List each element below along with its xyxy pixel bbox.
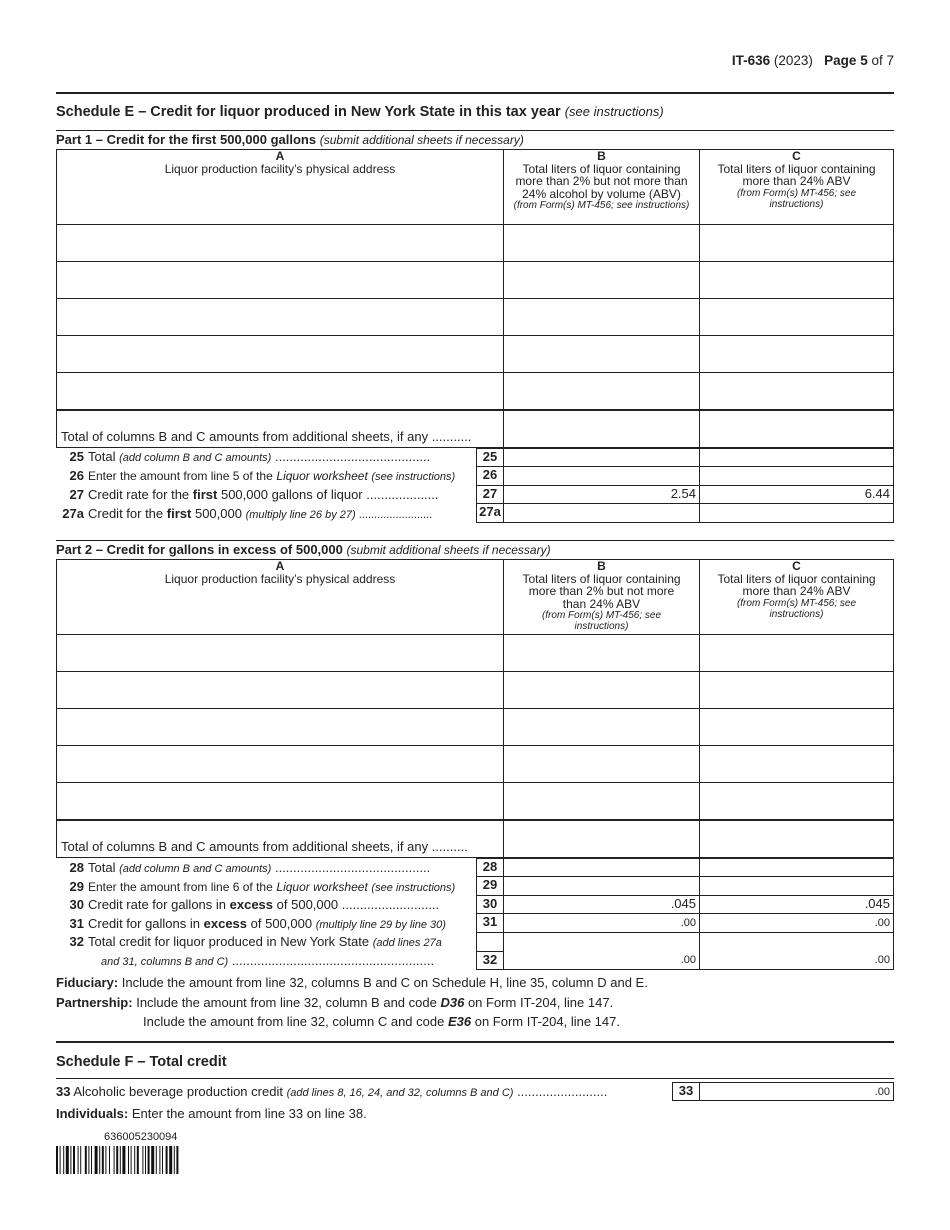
line-27: 27 Credit rate for the first 500,000 gallons of liquor .................... [69,487,439,502]
part2-row-4-colC-input[interactable] [699,745,894,783]
line-32-colB-input[interactable]: .00 [503,932,700,970]
part2-colB-header: B Total liters of liquor containing more than 2% but not more than 24% ABV (from Form(s) MT-456; see instructions) [503,559,700,635]
line-30-colC-value: .045 [699,895,894,914]
line-29-colB-input[interactable] [503,876,700,896]
part1-row-2-colC-input[interactable] [699,261,894,299]
divider [56,1041,894,1043]
part1-row-4-colC-input[interactable] [699,335,894,373]
line-25: 25 Total (add column B and C amounts) ........................................... [69,449,431,464]
part1-title: Part 1 – Credit for the first 500,000 gallons (submit additional sheets if necessary) [56,132,524,147]
part2-row-3-colC-input[interactable] [699,708,894,746]
line-28-number: 28 [476,858,504,877]
fiduciary-note: Fiduciary: Include the amount from line 32, columns B and C on Schedule H, line 35, column D and E. [56,975,648,990]
divider [56,92,894,94]
part1-additional-label-cell: Total of columns B and C amounts from additional sheets, if any ........... [56,410,504,448]
part1-colA-header: A Liquor production facility’s physical address [56,149,504,225]
line-31-colC-input[interactable]: .00 [699,913,894,933]
line-26: 26 Enter the amount from line 5 of the Liquor worksheet (see instructions) [69,468,456,483]
part2-row-3-colB-input[interactable] [503,708,700,746]
part1-row-1-colA-input[interactable] [56,224,504,262]
line-27-number: 27 [476,485,504,504]
barcode-number: 636005230094 [104,1131,178,1143]
part2-row-5-colA-input[interactable] [56,782,504,820]
line-30-colB-value: .045 [503,895,700,914]
line-25-colC-input[interactable] [699,448,894,467]
part2-row-1-colA-input[interactable] [56,634,504,672]
part1-row-3-colA-input[interactable] [56,298,504,336]
part2-row-3-colA-input[interactable] [56,708,504,746]
page-header [732,53,894,68]
part1-colC-header: C Total liters of liquor containing more than 24% ABV (from Form(s) MT-456; see instructions) [699,149,894,225]
part2-row-1-colC-input[interactable] [699,634,894,672]
line-32-number: 32 [476,951,504,970]
line-27a-colB-input[interactable] [503,503,700,523]
line-29-colC-input[interactable] [699,876,894,896]
divider [56,540,894,541]
line-32-colC-input[interactable]: .00 [699,932,894,970]
schedule-f-title: Schedule F – Total credit [56,1054,227,1070]
divider [56,1078,894,1079]
divider [56,130,894,131]
line-33-number: 33 [672,1082,700,1101]
part2-row-2-colA-input[interactable] [56,671,504,709]
line-28: 28 Total (add column B and C amounts) ........................................... [69,860,431,875]
line-26-colB-input[interactable] [503,466,700,486]
part2-additional-colB-input[interactable] [503,820,700,858]
part1-row-1-colC-input[interactable] [699,224,894,262]
line-32: 32 Total credit for liquor produced in New York State (add lines 27a [69,934,442,949]
part1-row-2-colA-input[interactable] [56,261,504,299]
line-32-number-spacer [476,932,504,951]
partnership-note-1: Partnership: Include the amount from line 32, column B and code D36 on Form IT-204, line 147. [56,995,614,1010]
part1-row-3-colC-input[interactable] [699,298,894,336]
part2-row-2-colC-input[interactable] [699,671,894,709]
part1-row-3-colB-input[interactable] [503,298,700,336]
line-30-number: 30 [476,895,504,914]
barcode-image [56,1146,240,1174]
part1-row-4-colA-input[interactable] [56,335,504,373]
part2-row-4-colB-input[interactable] [503,745,700,783]
partnership-note-2: Include the amount from line 32, column C and code E36 on Form IT-204, line 147. [143,1014,620,1029]
part1-row-1-colB-input[interactable] [503,224,700,262]
schedule-e-title: Schedule E – Credit for liquor produced in New York State in this tax year (see instructions) [56,104,664,120]
line-26-colC-input[interactable] [699,466,894,486]
part2-additional-label-cell: Total of columns B and C amounts from additional sheets, if any .......... [56,820,504,858]
form-year: (2023) [773,53,813,68]
line-31-number: 31 [476,913,504,933]
part1-colB-header: B Total liters of liquor containing more than 2% but not more than 24% alcohol by volume (ABV) (from Form(s) MT-456; see instructions) [503,149,700,225]
page-label: Page 5 [824,53,868,68]
line-29-number: 29 [476,876,504,896]
line-31-colB-input[interactable]: .00 [503,913,700,933]
part1-row-4-colB-input[interactable] [503,335,700,373]
line-28-colB-input[interactable] [503,858,700,877]
part2-additional-colC-input[interactable] [699,820,894,858]
line-33-input[interactable]: .00 [699,1082,894,1101]
line-27-colB-value: 2.54 [503,485,700,504]
page-of: of 7 [871,53,894,68]
part2-row-4-colA-input[interactable] [56,745,504,783]
form-number: IT-636 [731,53,771,68]
line-27a: 27a Credit for the first 500,000 (multiply line 26 by 27) ........................ [62,506,433,521]
line-30: 30 Credit rate for gallons in excess of 500,000 ........................... [69,897,440,912]
part2-row-2-colB-input[interactable] [503,671,700,709]
part2-colC-header: C Total liters of liquor containing more than 24% ABV (from Form(s) MT-456; see instructions) [699,559,894,635]
part1-additional-colC-input[interactable] [699,410,894,448]
line-27a-colC-input[interactable] [699,503,894,523]
line-27-colC-value: 6.44 [699,485,894,504]
line-26-number: 26 [476,466,504,486]
part1-row-2-colB-input[interactable] [503,261,700,299]
part1-row-5-colC-input[interactable] [699,372,894,410]
line-31: 31 Credit for gallons in excess of 500,000 (multiply line 29 by line 30) [69,916,446,931]
line-25-colB-input[interactable] [503,448,700,467]
part1-row-5-colA-input[interactable] [56,372,504,410]
part2-colA-header: A Liquor production facility’s physical address [56,559,504,635]
part1-additional-colB-input[interactable] [503,410,700,448]
line-25-number: 25 [476,448,504,467]
part2-row-5-colC-input[interactable] [699,782,894,820]
line-27a-number: 27a [476,503,504,523]
part2-row-5-colB-input[interactable] [503,782,700,820]
part1-row-5-colB-input[interactable] [503,372,700,410]
line-32-cont: and 31, columns B and C) ........................................................ [101,953,435,968]
line-29: 29 Enter the amount from line 6 of the Liquor worksheet (see instructions) [69,879,456,894]
individuals-note: Individuals: Enter the amount from line 33 on line 38. [56,1106,367,1121]
line-33: 33 Alcoholic beverage production credit (add lines 8, 16, 24, and 32, columns B and C) ......................... [56,1084,608,1099]
line-28-colC-input[interactable] [699,858,894,877]
part2-row-1-colB-input[interactable] [503,634,700,672]
part2-title: Part 2 – Credit for gallons in excess of 500,000 (submit additional sheets if necessary) [56,542,551,557]
